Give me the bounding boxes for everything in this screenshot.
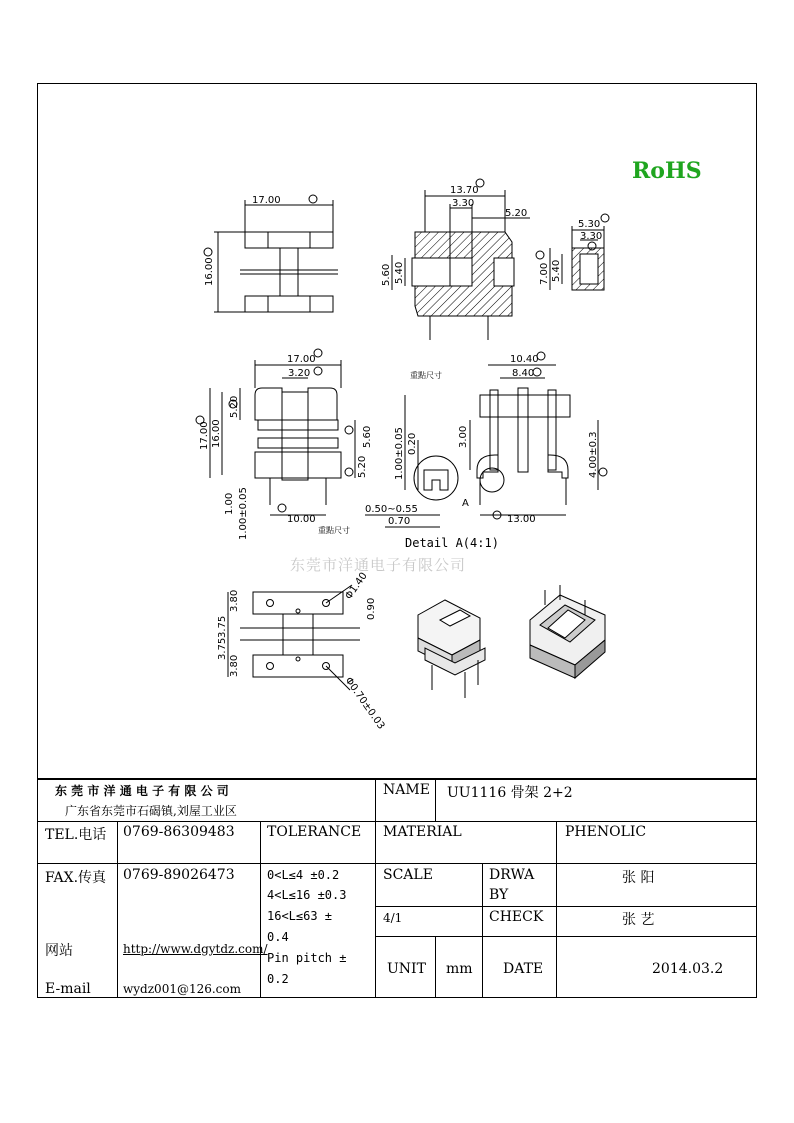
dim-text: 3.30 — [452, 198, 475, 209]
dim-text: 16.00 — [211, 419, 222, 448]
view-top-left — [204, 195, 338, 312]
dim-text: 3.75 — [217, 615, 228, 638]
dim-text: 3.30 — [580, 231, 603, 242]
email-label: E-mail — [45, 981, 91, 997]
dim-text: 17.00 — [252, 195, 281, 206]
material-value: PHENOLIC — [565, 824, 647, 840]
fax-value: 0769-89026473 — [123, 867, 235, 883]
dim-text: 17.00 — [199, 421, 210, 450]
unit-value: mm — [446, 961, 473, 977]
dim-text: 5.60 — [362, 425, 373, 448]
drawn-by-label: BY — [489, 887, 509, 903]
dim-text: 3.20 — [288, 368, 311, 379]
email-value: wydz001@126.com — [123, 982, 242, 996]
dim-text: 1.00±0.05 — [394, 427, 405, 480]
dim-text: 1.00 — [224, 492, 235, 515]
view-end-section — [536, 214, 609, 290]
view-side — [458, 352, 607, 525]
scale-value: 4/1 — [383, 911, 403, 925]
dim-text: 5.20 — [505, 208, 528, 219]
title-block — [37, 778, 757, 998]
dim-text: 17.00 — [287, 354, 316, 365]
detail-label: Detail A(4:1) — [405, 536, 499, 550]
dim-text: 5.40 — [551, 259, 562, 282]
dim-text: 3.80 — [229, 589, 240, 612]
dim-text: 5.20 — [229, 395, 240, 418]
dim-text: 5.60 — [381, 263, 392, 286]
view-bottom — [217, 571, 386, 732]
dim-text: 7.00 — [539, 262, 550, 285]
view-front — [196, 349, 373, 540]
dim-text: 10.00 — [287, 514, 316, 525]
name-label: NAME — [383, 782, 430, 798]
dim-text: A — [462, 498, 469, 509]
tolerance-rule: 16<L≤63 ± — [267, 909, 333, 923]
view-isometric-1 — [418, 600, 485, 698]
dim-text: 10.40 — [510, 354, 539, 365]
company-address: 广东省东莞市石碣镇,刘屋工业区 — [65, 804, 237, 818]
tel-value: 0769-86309483 — [123, 824, 235, 840]
dim-text: 3.75 — [217, 637, 228, 660]
dim-text: Φ0.70±0.03 — [342, 675, 387, 732]
dim-text: 0.70 — [388, 516, 411, 527]
company-watermark: 东莞市洋通电子有限公司 — [290, 556, 467, 574]
check-label: CHECK — [489, 909, 544, 925]
dim-text: 0.50~0.55 — [365, 504, 418, 515]
dim-text: 5.30 — [578, 219, 601, 230]
tolerance-rule: 0.2 — [267, 972, 289, 986]
tolerance-rule: 4<L≤16 ±0.3 — [267, 888, 347, 902]
note-label: 重點尺寸 — [318, 526, 350, 535]
dim-text: 13.70 — [450, 185, 479, 196]
website-label: 网站 — [45, 943, 73, 959]
dim-text: 3.00 — [458, 425, 469, 448]
dim-text: 4.00±0.3 — [588, 431, 599, 478]
scale-label: SCALE — [383, 867, 433, 883]
tolerance-label: TOLERANCE — [267, 824, 362, 840]
note-label: 重點尺寸 — [410, 371, 442, 380]
dim-text: 0.90 — [366, 597, 377, 620]
name-value: UU1116 骨架 2+2 — [447, 785, 573, 801]
dim-text: 5.40 — [394, 261, 405, 284]
dim-text: 13.00 — [507, 514, 536, 525]
view-section — [381, 179, 530, 340]
drawn-by-value: 张 阳 — [622, 870, 655, 886]
rohs-mark: RoHS — [632, 158, 702, 184]
check-value: 张 艺 — [622, 912, 655, 928]
dim-text: 5.20 — [357, 455, 368, 478]
view-isometric-2 — [530, 585, 605, 678]
view-detail-a — [365, 395, 458, 527]
tolerance-rule: 0.4 — [267, 930, 289, 944]
date-label: DATE — [503, 961, 544, 977]
tolerance-rule: 0<L≤4 ±0.2 — [267, 868, 340, 882]
website-link[interactable]: http://www.dgytdz.com/ — [123, 942, 268, 956]
drawn-by-label: DRWA — [489, 867, 535, 883]
material-label: MATERIAL — [383, 824, 462, 840]
dim-text: 1.00±0.05 — [238, 487, 249, 540]
unit-label: UNIT — [387, 961, 426, 977]
dim-text: 16.00 — [204, 257, 215, 286]
date-value: 2014.03.2 — [652, 961, 724, 977]
dim-text: Φ1.40 — [343, 570, 370, 602]
tel-label: TEL.电话 — [45, 827, 107, 843]
company-name: 东 莞 市 洋 通 电 子 有 限 公 司 — [55, 784, 229, 798]
fax-label: FAX.传真 — [45, 870, 107, 886]
tolerance-rule: Pin pitch ± — [267, 951, 347, 965]
dim-text: 3.80 — [229, 654, 240, 677]
dim-text: 0.20 — [407, 432, 418, 455]
dim-text: 8.40 — [512, 368, 535, 379]
